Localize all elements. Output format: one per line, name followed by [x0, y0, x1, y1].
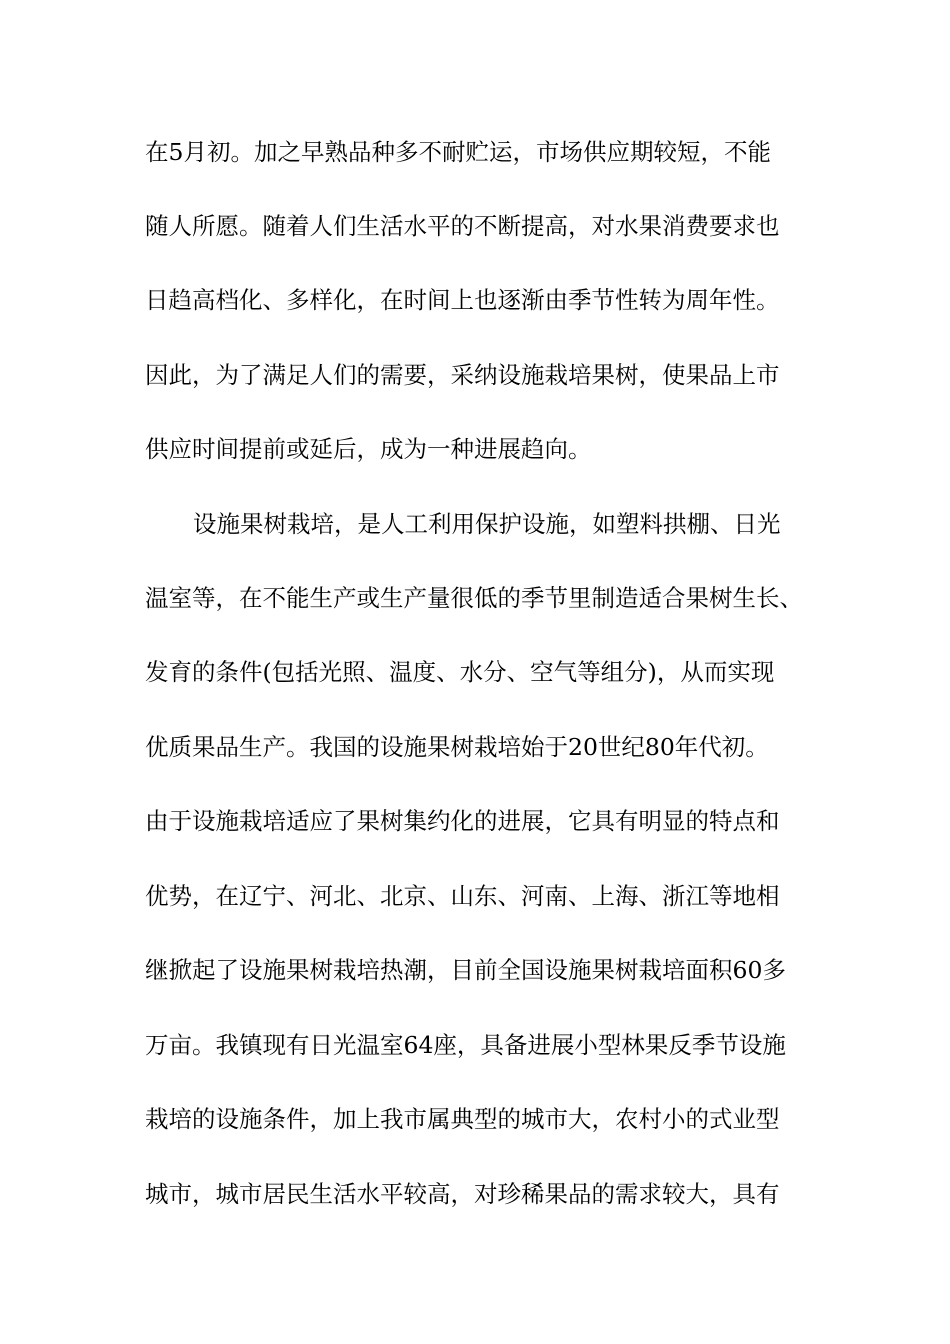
text-line: 优势，在辽宁、河北、北京、山东、河南、上海、浙江等地相 [145, 882, 780, 910]
text-line: 在5月初。加之早熟品种多不耐贮运，市场供应期较短，不能 [145, 138, 771, 166]
text-line: 温室等，在不能生产或生产量很低的季节里制造适合果树生长、 [145, 584, 803, 612]
text-line: 城市，城市居民生活水平较高，对珍稀果品的需求较大，具有 [145, 1180, 780, 1208]
text-line: 继掀起了设施果树栽培热潮，目前全国设施果树栽培面积60多 [145, 956, 786, 984]
text-line: 发育的条件(包括光照、温度、水分、空气等组分)，从而实现 [145, 658, 775, 686]
paragraph-first-line: 设施果树栽培，是人工利用保护设施，如塑料拱棚、日光 [193, 510, 781, 538]
text-line: 随人所愿。随着人们生活水平的不断提高，对水果消费要求也 [145, 212, 780, 240]
text-line: 优质果品生产。我国的设施果树栽培始于20世纪80年代初。 [145, 733, 769, 761]
text-line: 栽培的设施条件，加上我市属典型的城市大，农村小的式业型 [145, 1105, 780, 1133]
text-line: 由于设施栽培适应了果树集约化的进展，它具有明显的特点和 [145, 807, 780, 835]
text-line: 万亩。我镇现有日光温室64座，具备进展小型林果反季节设施 [145, 1031, 786, 1059]
text-line: 供应时间提前或延后，成为一种进展趋向。 [145, 435, 592, 463]
text-line: 因此，为了满足人们的需要，采纳设施栽培果树，使果品上市 [145, 361, 780, 389]
text-line: 日趋高档化、多样化，在时间上也逐渐由季节性转为周年性。 [145, 286, 780, 314]
